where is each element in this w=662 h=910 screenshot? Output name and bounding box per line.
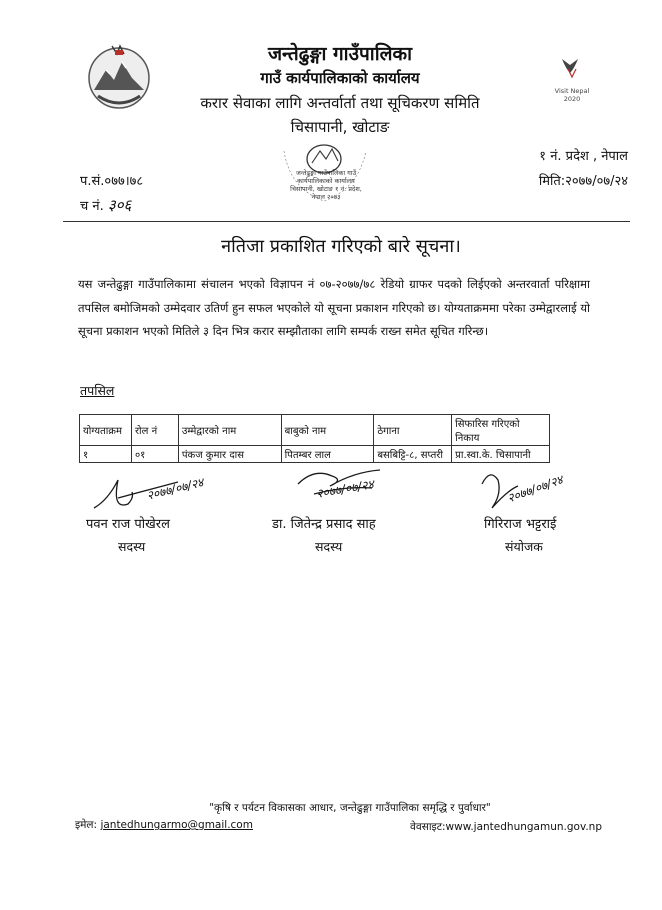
- province-line: १ नं. प्रदेश , नेपाल: [539, 149, 628, 164]
- signature-2-date: २०७७/०७/२४: [315, 477, 375, 501]
- header-address: ठेगाना: [374, 415, 452, 446]
- header-father: बाबुको नाम: [281, 415, 374, 446]
- signatory-3-role: संयोजक: [505, 539, 543, 554]
- signature-1-date: २०७७/०७/२४: [145, 475, 205, 503]
- footer-slogan: "कृषि र पर्यटन विकासका आधार, जन्तेढुङ्गा गाउँपालिका समृद्धि र पुर्वाधार": [209, 802, 491, 814]
- visit-nepal-emblem-icon: [548, 55, 596, 83]
- office-stamp: [276, 137, 376, 219]
- nepal-emblem-icon: [84, 40, 154, 116]
- signatory-2-name: डा. जितेन्द्र प्रसाद साह: [272, 517, 376, 532]
- cell-candidate: पंकज कुमार दास: [178, 446, 281, 463]
- office-address: चिसापानी, खोटाङ: [290, 118, 390, 136]
- reference-number: प.सं.०७७।७८: [80, 174, 144, 189]
- details-heading: तपसिल: [80, 383, 115, 398]
- visit-nepal-text: Visit Nepal 2020: [554, 87, 590, 103]
- dispatch-number: [80, 195, 131, 215]
- visit-nepal-logo: [548, 55, 596, 103]
- footer-website[interactable]: वेवसाइट:www.jantedhungamun.gov.np: [410, 821, 602, 833]
- dispatch-label: च नं.: [80, 199, 104, 214]
- signature-3-date: २०७७/०७/२४: [505, 472, 565, 506]
- cell-father: पितम्बर लाल: [281, 446, 374, 463]
- header-rank: योग्यताक्रम: [80, 415, 132, 446]
- notice-title: नतिजा प्रकाशित गरिएको बारे सूचना।: [221, 236, 461, 257]
- signatory-1-name: पवन राज पोखेरल: [86, 517, 170, 532]
- committee-name: करार सेवाका लागि अन्तर्वार्ता तथा सूचिकरण समिति: [200, 94, 480, 112]
- signatory-1-role: सदस्य: [118, 539, 146, 554]
- municipality-name: जन्तेढुङ्गा गाउँपालिका: [267, 43, 413, 65]
- cell-rank: १: [80, 446, 132, 463]
- email-label: इमेल:: [75, 819, 98, 831]
- table-row: [80, 446, 550, 463]
- table-header-row: [80, 415, 550, 446]
- footer-email: [75, 818, 253, 832]
- signatory-2-role: सदस्य: [315, 539, 343, 554]
- notice-body: यस जन्तेढुङ्गा गाउँपालिकामा संचालन भएको विज्ञापन नं ०७-२०७७/७८ रेडियो ग्राफर पदको लिईएको अन्तरवार्ता परिक्षामा तपसिल बमोजिमको उम्मेदवार उतिर्ण हुन सफल भएकोले यो सूचना प्रकाशन गरिएको छ। योग्यताक्रममा परेका उम्मेद्वारलाई यो सूचना प्रकाशन भएको मितिले ३ दिन भित्र करार सम्झौताका लागि सम्पर्क राख्न समेत सूचित गरिन्छ।: [78, 277, 590, 338]
- cell-address: बसबिट्टि-८, सप्तरी: [374, 446, 452, 463]
- signatory-3-name: गिरिराज भट्टराई: [484, 517, 557, 532]
- result-table: [79, 414, 550, 463]
- cell-recommended-body: प्रा.स्वा.के. चिसापानी: [452, 446, 550, 463]
- issue-date: मिति:२०७७/०७/२४: [538, 174, 628, 189]
- dispatch-value: ३०६: [107, 196, 132, 214]
- email-link[interactable]: jantedhungarmo@gmail.com: [100, 819, 253, 831]
- header-candidate: उम्मेद्वारको नाम: [178, 415, 281, 446]
- header-divider: [63, 221, 630, 222]
- header-roll: रोल नं: [131, 415, 178, 446]
- cell-roll: ०१: [131, 446, 178, 463]
- header-recommended-body: सिफारिस गरिएको निकाय: [452, 415, 550, 446]
- stamp-text: जन्तेढुङ्गा गाउँपालिका गाउँ कार्यपालिकाको कार्यालय चिसापानी, खोटाङ १ नं. प्रदेश, नेपाल २०७३: [290, 169, 362, 201]
- office-name: गाउँ कार्यपालिकाको कार्यालय: [260, 69, 420, 87]
